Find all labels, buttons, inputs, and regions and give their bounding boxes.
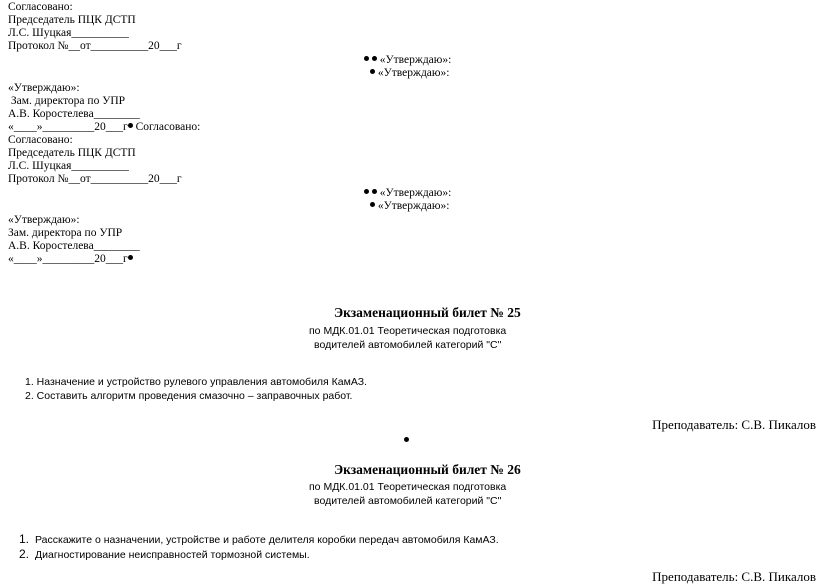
protocol-line: Протокол №__от__________20___г [8, 40, 182, 52]
question-item: Диагностирование неисправностей тормозной системы. [35, 549, 310, 561]
approve-label: «Утверждаю»: [379, 187, 452, 199]
agreed-title: Согласовано: [8, 134, 73, 146]
question-item: 2. Составить алгоритм проведения смазочно – заправочных работ. [25, 390, 353, 402]
question-item: 1. Назначение и устройство рулевого управления автомобиля КамАЗ. [25, 376, 367, 388]
ticket-subtitle: водителей автомобилей категорий "С" [314, 339, 502, 351]
bullet-icon [370, 69, 375, 74]
ticket-subtitle: по МДК.01.01 Теоретическая подготовка [309, 325, 507, 337]
ticket-title: Экзаменационный билет № 25 [334, 305, 521, 320]
deputy-name: А.В. Коростелева________ [8, 240, 140, 252]
approve-label: «Утверждаю»: [377, 200, 450, 212]
teacher-line: Преподаватель: С.В. Пикалов [652, 569, 816, 584]
approve-double-line [364, 54, 451, 67]
bullet-icon [364, 56, 369, 61]
bullet-icon [128, 255, 133, 260]
approve-title: «Утверждаю»: [8, 82, 80, 94]
teacher-line: Преподаватель: С.В. Пикалов [652, 417, 816, 432]
deputy-name: А.В. Коростелева________ [8, 108, 140, 120]
approve-label: «Утверждаю»: [379, 54, 452, 66]
approve-single-line [370, 67, 449, 80]
approve-single-line [370, 200, 449, 213]
date-text: «____»_________20___г [8, 253, 128, 265]
date-line [8, 121, 200, 134]
bullet-icon [404, 437, 409, 442]
date-text: «____»_________20___г [8, 121, 128, 133]
agreed-title: Согласовано: [8, 1, 73, 13]
deputy-title: Зам. директора по УПР [8, 227, 123, 239]
agreed-inline: Согласовано: [132, 121, 201, 133]
bullet-icon [370, 202, 375, 207]
ticket-title: Экзаменационный билет № 26 [334, 462, 521, 477]
ticket-subtitle: водителей автомобилей категорий "С" [314, 495, 502, 507]
bullet-icon [372, 56, 377, 61]
deputy-title: Зам. директора по УПР [8, 95, 126, 107]
chair-name: Л.С. Шуцкая__________ [8, 160, 129, 172]
chair-name: Л.С. Шуцкая__________ [8, 27, 129, 39]
ticket-subtitle: по МДК.01.01 Теоретическая подготовка [309, 481, 507, 493]
bullet-icon [364, 189, 369, 194]
approve-title: «Утверждаю»: [8, 214, 80, 226]
bullet-icon [372, 189, 377, 194]
approve-label: «Утверждаю»: [377, 67, 450, 79]
chair-title: Председатель ПЦК ДСТП [8, 147, 136, 159]
question-item: Расскажите о назначении, устройстве и работе делителя коробки передач автомобиля КамАЗ. [35, 534, 499, 546]
protocol-line: Протокол №__от__________20___г [8, 173, 182, 185]
approve-double-line [364, 187, 451, 200]
date-line [8, 253, 133, 266]
question-number: 2. [19, 547, 30, 561]
question-number: 1. [19, 532, 30, 546]
separator-dot [404, 435, 409, 448]
chair-title: Председатель ПЦК ДСТП [8, 14, 136, 26]
